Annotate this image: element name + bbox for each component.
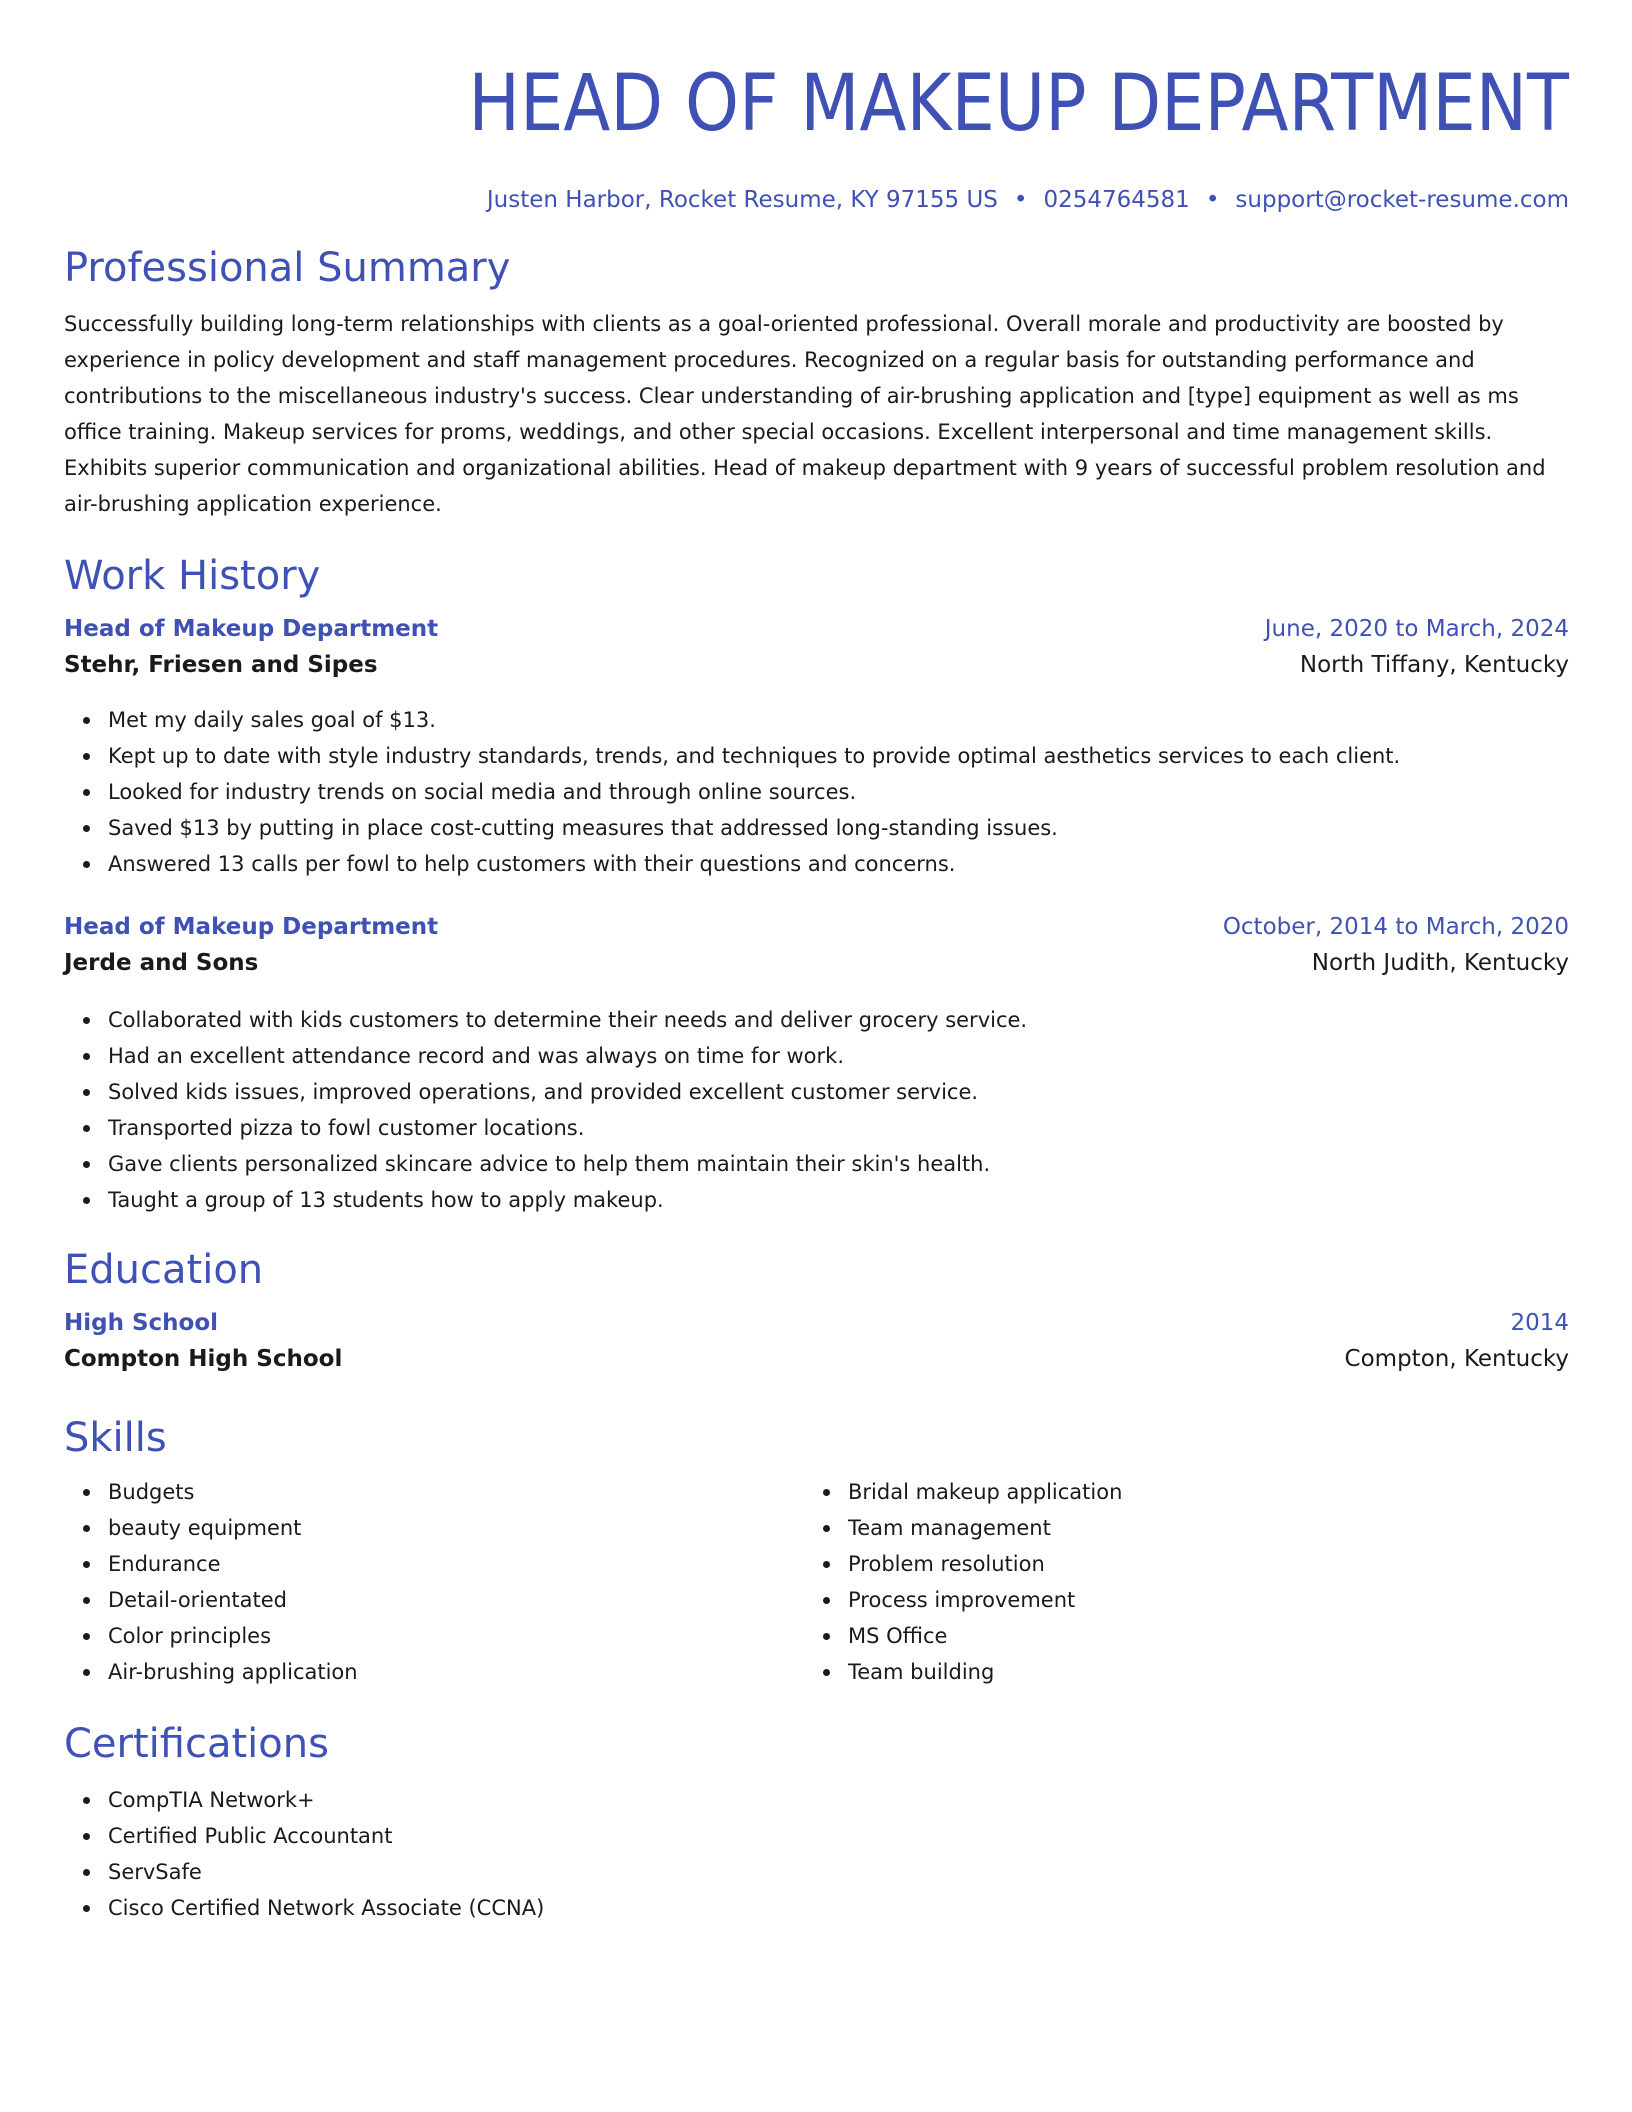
job-title-row: [64, 914, 1569, 950]
list-item: Had an excellent attendance record and was always on time for work.: [108, 1038, 1569, 1074]
list-item: Endurance: [108, 1546, 804, 1582]
list-item: MS Office: [848, 1618, 1544, 1654]
job-entry: [64, 616, 1569, 882]
certifications-heading: Certifications: [64, 1721, 329, 1767]
job-title: Head of Makeup Department: [64, 914, 439, 940]
skills-heading: Skills: [64, 1415, 167, 1461]
list-item: Budgets: [108, 1474, 804, 1510]
education-degree: High School: [64, 1310, 219, 1336]
skills-column-left: [64, 1474, 804, 1690]
list-item: Problem resolution: [848, 1546, 1544, 1582]
education-heading: Education: [64, 1247, 264, 1293]
list-item: Transported pizza to fowl customer locations.: [108, 1110, 1569, 1146]
work-history-heading: Work History: [64, 553, 321, 599]
list-item: Answered 13 calls per fowl to help customers with their questions and concerns.: [108, 846, 1569, 882]
job-location: North Judith, Kentucky: [1311, 950, 1569, 976]
education-location: Compton, Kentucky: [1344, 1346, 1569, 1372]
list-item: Air-brushing application: [108, 1654, 804, 1690]
job-company: Stehr, Friesen and Sipes: [64, 652, 378, 678]
certifications-list: [64, 1782, 1569, 1926]
skills-column-right: [804, 1474, 1544, 1690]
list-item: Cisco Certified Network Associate (CCNA): [108, 1890, 1569, 1926]
job-title: Head of Makeup Department: [64, 616, 439, 642]
list-item: Met my daily sales goal of $13.: [108, 702, 1569, 738]
contact-address: Justen Harbor, Rocket Resume, KY 97155 US: [486, 187, 998, 213]
list-item: Taught a group of 13 students how to apply makeup.: [108, 1182, 1569, 1218]
job-entry: [64, 914, 1569, 1218]
job-location: North Tiffany, Kentucky: [1299, 652, 1569, 678]
job-company: Jerde and Sons: [64, 950, 259, 976]
list-item: Looked for industry trends on social media and through online sources.: [108, 774, 1569, 810]
list-item: Solved kids issues, improved operations, and provided excellent customer service.: [108, 1074, 1569, 1110]
skills-list: [804, 1474, 1544, 1690]
job-company-row: [64, 950, 1569, 988]
job-bullets: [64, 702, 1569, 882]
list-item: Detail-orientated: [108, 1582, 804, 1618]
summary-heading: Professional Summary: [64, 245, 511, 291]
education-school: Compton High School: [64, 1346, 343, 1372]
resume-title: HEAD OF MAKEUP DEPARTMENT: [468, 59, 1570, 149]
list-item: Saved $13 by putting in place cost-cutting measures that addressed long-standing issues.: [108, 810, 1569, 846]
skills-columns: [64, 1474, 1569, 1690]
list-item: Collaborated with kids customers to determine their needs and deliver grocery service.: [108, 1002, 1569, 1038]
contact-separator: •: [1013, 187, 1028, 213]
job-dates: June, 2020 to March, 2024: [1264, 616, 1569, 642]
list-item: Team building: [848, 1654, 1544, 1690]
list-item: CompTIA Network+: [108, 1782, 1569, 1818]
list-item: Kept up to date with style industry standards, trends, and techniques to provide optimal aesthetics services to each client.: [108, 738, 1569, 774]
list-item: beauty equipment: [108, 1510, 804, 1546]
education-year: 2014: [1510, 1310, 1569, 1336]
contact-separator: •: [1205, 187, 1220, 213]
job-bullets: [64, 1002, 1569, 1218]
job-company-row: [64, 652, 1569, 690]
list-item: ServSafe: [108, 1854, 1569, 1890]
list-item: Team management: [848, 1510, 1544, 1546]
list-item: Bridal makeup application: [848, 1474, 1544, 1510]
contact-phone: 0254764581: [1043, 187, 1190, 213]
contact-email: support@rocket-resume.com: [1235, 187, 1569, 213]
contact-line: [64, 186, 1569, 214]
skills-list: [64, 1474, 804, 1690]
list-item: Process improvement: [848, 1582, 1544, 1618]
job-title-row: [64, 616, 1569, 652]
list-item: Gave clients personalized skincare advice to help them maintain their skin's health.: [108, 1146, 1569, 1182]
education-entry: [64, 1310, 1569, 1384]
job-dates: October, 2014 to March, 2020: [1222, 914, 1569, 940]
summary-text: Successfully building long-term relationships with clients as a goal-oriented professional. Overall morale and productivity are boosted by experience in policy development and staff management procedures. Recognized on a regular basis for outstanding performance and contributions to the miscellaneous industry's success. Clear understanding of air-brushing application and [type] equipment as well as ms office training. Makeup services for proms, weddings, and other special occasions. Excellent interpersonal and time management skills. Exhibits superior communication and organizational abilities. Head of makeup department with 9 years of successful problem resolution and air-brushing application experience.: [64, 312, 1546, 516]
education-school-row: [64, 1346, 1569, 1384]
education-degree-row: [64, 1310, 1569, 1346]
list-item: Color principles: [108, 1618, 804, 1654]
list-item: Certified Public Accountant: [108, 1818, 1569, 1854]
